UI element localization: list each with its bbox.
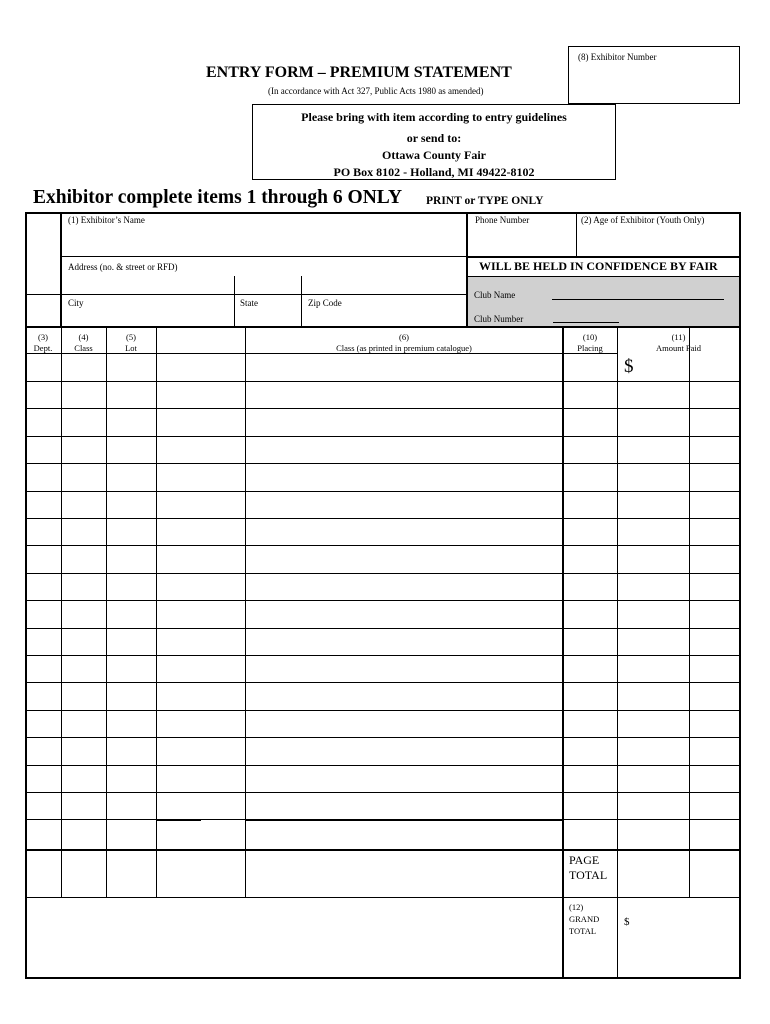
grand-total-label: (12) GRAND TOTAL [569, 902, 600, 936]
instructions-line-3: Ottawa County Fair [382, 148, 486, 162]
phone-number-field[interactable] [468, 213, 575, 255]
table-row[interactable] [25, 765, 741, 766]
age-label: (2) Age of Exhibitor (Youth Only) [581, 215, 705, 225]
col-class-header: (4) Class [74, 332, 93, 353]
exhibitor-number-label: (8) Exhibitor Number [578, 52, 657, 62]
page-total-field[interactable] [618, 851, 738, 896]
age-field[interactable] [578, 213, 738, 255]
zip-label: Zip Code [308, 298, 342, 308]
confidence-notice: WILL BE HELD IN CONFIDENCE BY FAIR [479, 259, 718, 273]
club-number-label: Club Number [474, 314, 524, 324]
col-lot-header: (5) Lot [125, 332, 137, 353]
dollar-sign: $ [624, 356, 634, 377]
col-placing-header: (10) Placing [577, 332, 603, 353]
section-heading: Exhibitor complete items 1 through 6 ONLY [33, 187, 403, 208]
state-field[interactable] [235, 295, 300, 325]
table-row[interactable] [25, 381, 741, 382]
zip-field[interactable] [302, 295, 465, 325]
table-row[interactable] [25, 655, 741, 656]
address-field[interactable] [61, 257, 465, 293]
table-row[interactable] [25, 682, 741, 683]
exhibitor-name-label: (1) Exhibitor’s Name [68, 215, 145, 225]
table-row[interactable] [25, 710, 741, 711]
address-label: Address (no. & street or RFD) [68, 262, 178, 272]
table-row[interactable] [25, 600, 741, 601]
exhibitor-name-field[interactable] [61, 213, 465, 255]
page-total-label: PAGE TOTAL [569, 853, 608, 882]
phone-number-label: Phone Number [475, 215, 530, 225]
col-description-header: (6) Class (as printed in premium catalogue) [336, 332, 472, 353]
club-name-label: Club Name [474, 290, 516, 300]
table-row[interactable] [25, 463, 741, 464]
city-field[interactable] [61, 295, 233, 325]
city-label: City [68, 298, 84, 308]
table-row[interactable] [25, 737, 741, 738]
state-label: State [240, 298, 258, 308]
table-row[interactable] [25, 545, 741, 546]
instructions-line-4: PO Box 8102 - Holland, MI 49422-8102 [333, 165, 535, 179]
table-row[interactable] [25, 436, 741, 437]
club-number-field[interactable] [553, 322, 619, 323]
club-name-field[interactable] [552, 299, 724, 300]
table-row[interactable] [25, 518, 741, 519]
instructions-line-2: or send to: [406, 131, 462, 145]
table-row[interactable] [25, 792, 741, 793]
col-amount-header: (11) Amount Paid [655, 332, 702, 353]
print-note: PRINT or TYPE ONLY [426, 195, 544, 207]
form-subtitle: (In accordance with Act 327, Public Acts 1980 as amended) [268, 86, 484, 96]
table-row[interactable] [25, 491, 741, 492]
grand-total-dollar: $ [624, 916, 630, 928]
instructions-line-1: Please bring with item according to entry guidelines [301, 110, 567, 124]
table-row[interactable] [25, 573, 741, 574]
table-row[interactable] [25, 408, 741, 409]
table-row[interactable] [25, 628, 741, 629]
form-title: ENTRY FORM – PREMIUM STATEMENT [206, 64, 512, 81]
col-dept-header: (3) Dept. [33, 332, 53, 353]
grand-total-field[interactable] [618, 899, 738, 976]
